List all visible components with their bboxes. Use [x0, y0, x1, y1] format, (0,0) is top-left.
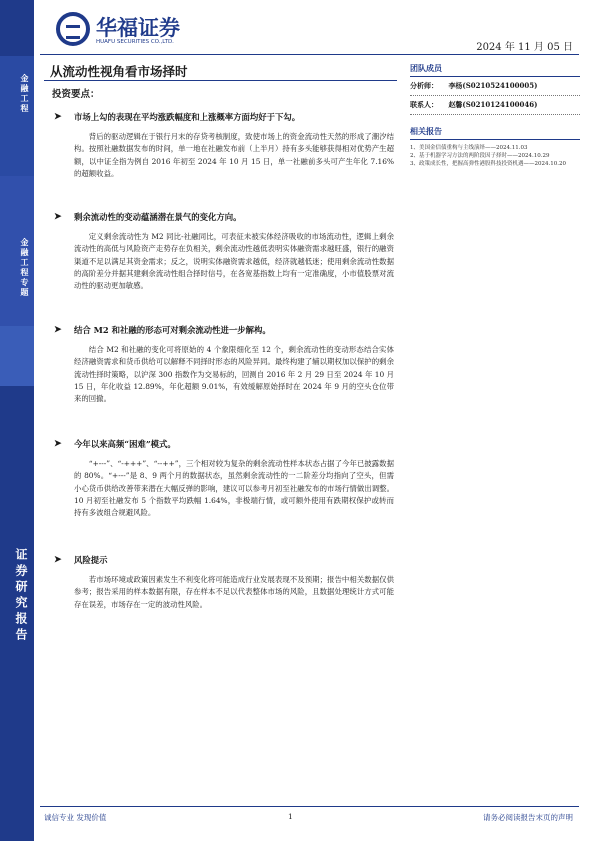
arrow-bullet-icon: ➤: [54, 112, 62, 122]
footer-slogan: 诚信专业 发现价值: [44, 813, 107, 822]
related-reports-list: [410, 144, 580, 168]
related-report-item[interactable]: 1、美国金信债重构与主线演绎——2024.11.03: [410, 145, 528, 151]
related-report-item[interactable]: 2、基于机器学习方法的两阶段因子择时——2024.10.29: [410, 153, 550, 159]
sidebar-block-accent: [0, 326, 34, 386]
key-point-3: [44, 324, 396, 405]
key-point-heading-text: 剩余流动性的变动蕴涵潜在景气的变化方向。: [74, 212, 242, 222]
footer-divider: [40, 806, 579, 807]
key-point-body: “+---”、“-+++”、“--++”，三个相对较为复杂的剩余流动性样本状态占据了今年已披露数据的 80%。“+---”是 8、9 两个月的数据状态，虽然剩余流动性的一二阶差分均指向了空头，但需小心货币供给改善带来潜在大幅反弹的影响，建议可以参考月初至社融发布的市场行情做出调整。10 月初至社融发布 5 个指数平均跌幅 1.64%，非极端行情，或可额外使用有跌期权保护或转而持有多波组合规避风险。: [74, 459, 394, 518]
arrow-bullet-icon: ➤: [54, 439, 62, 449]
key-point-2: [44, 211, 396, 292]
key-point-heading: [44, 211, 396, 223]
analyst-name: 李杨(S0210524100005): [448, 81, 538, 90]
sidebar-label-subcategory: 金融工程专题: [20, 238, 29, 298]
key-point-heading-text: 结合 M2 和社融的形态可对剩余流动性进一步解构。: [74, 325, 271, 335]
logo-brand-cn: 华福证券: [96, 16, 180, 40]
related-report-item[interactable]: 3、政策成长性，把握高弹性港股科技投资机遇——2024.10.20: [410, 161, 566, 167]
contact-divider: [410, 114, 580, 115]
risk-warning-heading: [44, 554, 396, 566]
key-point-body: 背后的驱动逻辑在于银行月末的存贷考核制度，致使市场上的资金流动性天然的形成了潮汐结构。按照社融数据发布的时间，单一地在社融发布前（上半月）持有多头能够获得相对优势产生超额，以中证全指为例自 2016 年初至 2024 年 10 月 15 日，单一社融前多头可产生年化 7.16%的超额收益。: [74, 132, 394, 178]
sidebar: [0, 0, 34, 841]
title-divider: [44, 80, 397, 81]
header-divider: [40, 54, 579, 55]
key-point-1: [44, 111, 396, 180]
risk-warning: [44, 554, 396, 611]
key-point-body: 定义剩余流动性为 M2 同比-社融同比，可表征未被实体经济吸收的市场流动性，逻辑上剩余流动性的高低与风险资产走势存在负相关，剩余流动性越低表明实体融资需求越旺盛，银行的融资渠道不足以满足其资金需求；反之，说明实体融资需求越低，经济就越低迷；使用剩余流动性数据的高阶差分并据其建剩余流动性组合择时信号，在各宽基指数上均有一定准确度，小市值股票对流动性的驱动更加敏感。: [74, 232, 394, 291]
key-point-heading-text: 市场上勾的表现在平均涨跌幅度和上涨概率方面均好于下勾。: [74, 112, 301, 122]
related-reports-divider: [410, 139, 580, 140]
contact-label: 联系人：: [410, 100, 438, 109]
footer-disclaimer: 请务必阅读报告末页的声明: [483, 813, 573, 822]
key-point-heading: [44, 438, 396, 450]
investment-points-label: 投资要点：: [52, 89, 100, 100]
risk-warning-body: 若市场环境或政策因素发生不利变化将可能造成行业发展表现不及预期；报告中相关数据仅供参考；报告采用的样本数据有限，存在样本不足以代表整体市场的风险，且数据处理统计方式可能存在误差，市场存在一定的波动性风险。: [74, 575, 394, 609]
key-point-4: [44, 438, 396, 519]
arrow-bullet-icon: ➤: [54, 555, 62, 565]
risk-warning-heading-text: 风险提示: [74, 555, 108, 565]
contact-row: [410, 96, 580, 114]
sidebar-label-category: 金融工程: [20, 74, 29, 114]
key-point-heading: [44, 111, 396, 123]
related-reports-panel: [410, 126, 580, 168]
key-point-heading: [44, 324, 396, 336]
related-reports-label: 相关报告: [410, 126, 442, 136]
arrow-bullet-icon: ➤: [54, 212, 62, 222]
team-label: 团队成员: [410, 63, 442, 73]
logo-mark-icon: [56, 12, 90, 46]
analyst-row: [410, 77, 580, 95]
report-title: 从流动性视角看市场择时: [50, 64, 188, 79]
logo-brand-en: HUAFU SECURITIES CO.,LTD.: [96, 39, 174, 45]
arrow-bullet-icon: ➤: [54, 325, 62, 335]
contact-name: 赵馨(S0210124100046): [448, 100, 538, 109]
report-date: 2024 年 11 月 05 日: [476, 42, 573, 53]
team-panel: [410, 63, 580, 115]
page-number: 1: [288, 812, 293, 821]
sidebar-label-report-type: 证券研究报告: [14, 548, 28, 644]
analyst-label: 分析师：: [410, 81, 438, 90]
key-point-heading-text: 今年以来高频“困难”模式。: [74, 439, 176, 449]
key-point-body: 结合 M2 和社融的变化可将原始的 4 个象限细化至 12 个，剩余流动性的变动形态结合实体经济融资需求和货币供给可以解释不同择时形态的风险异同。最终构建了辅以期权加以保护的剩余流动性择时策略，以沪深 300 指数作为交易标的，回测自 2016 年 2 月 29 日至 2024 年 10 月 15 日，年化收益 12.89%，年化超额 9.01%，有效缓解原始择时在 2024 年 9 月的空头仓位带来的回撤。: [74, 345, 394, 404]
